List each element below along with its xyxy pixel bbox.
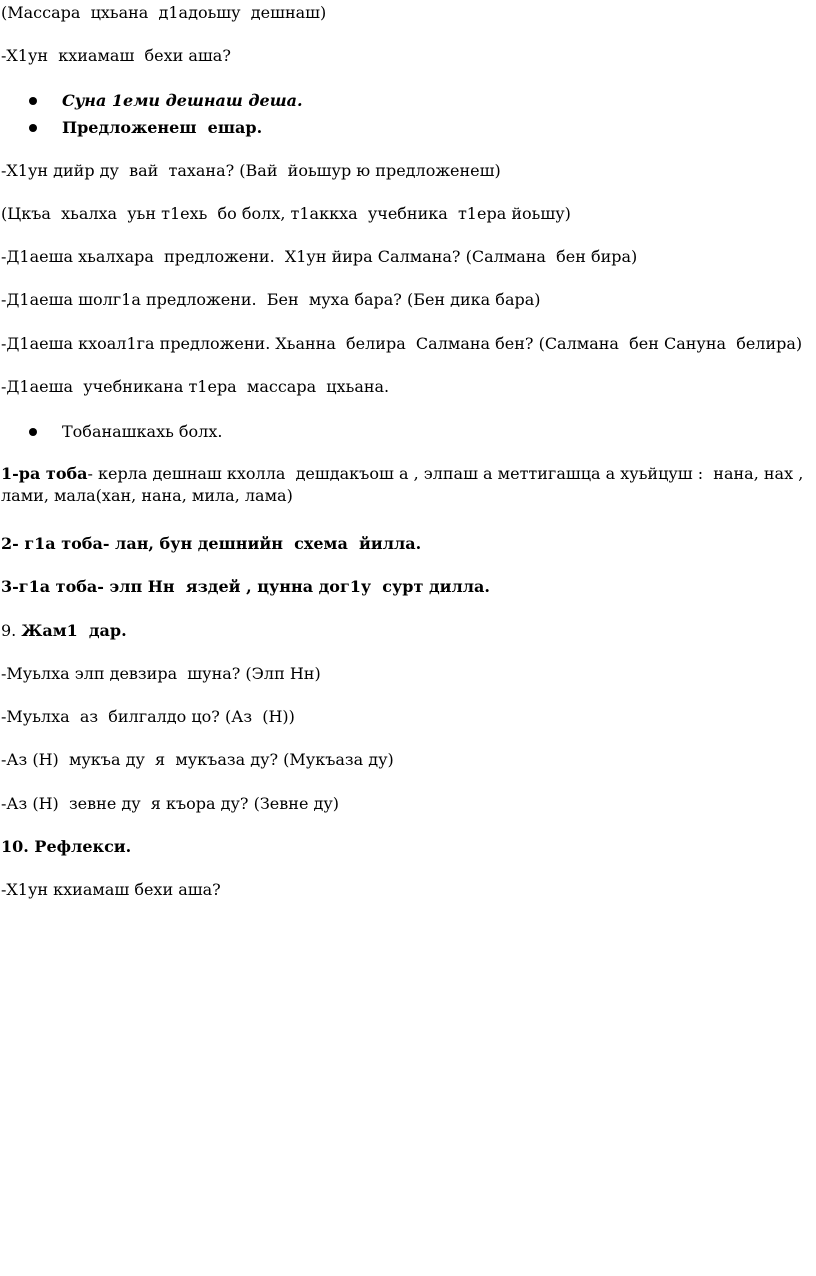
group-task: - керла дешнаш кхолла дешдакъош а , элпаш а меттигашца а хуьйцуш : нана, нах , лами, мала(хан, нана, мила, лама) bbox=[1, 464, 809, 505]
section-heading: 10. Рефлекси. bbox=[1, 837, 132, 856]
text-line: -Д1аеша шолг1а предложени. Бен муха бара? (Бен дика бара) bbox=[1, 290, 541, 309]
text-line: 2- г1а тоба- лан, бун дешнийн схема йилла. bbox=[1, 534, 422, 553]
text-paragraph bbox=[1, 463, 813, 507]
section-number: 9. bbox=[1, 621, 22, 640]
text-line: -Д1аеша учебникана т1ера массара цхьана. bbox=[1, 377, 390, 396]
section-title: Жам1 дар. bbox=[21, 621, 127, 640]
group-label: 1-ра тоба bbox=[1, 464, 88, 483]
text-line: -Д1аеша хьалхара предложени. Х1ун йира Салмана? (Салмана бен бира) bbox=[1, 247, 638, 266]
bullet-dot-icon bbox=[29, 124, 37, 132]
text-line: -Аз (Н) зевне ду я къора ду? (Зевне ду) bbox=[1, 794, 340, 813]
text-line: -Д1аеша кхоал1га предложени. Хьанна белира Салмана бен? (Салмана бен Сануна белира) bbox=[1, 334, 803, 353]
text-line: (Массара цхьана д1адоьшу дешнаш) bbox=[1, 3, 327, 22]
text-line: -Аз (Н) мукъа ду я мукъаза ду? (Мукъаза ду) bbox=[1, 750, 394, 769]
bullet-text: Суна 1еми дешнаш деша. bbox=[62, 91, 303, 110]
text-line: -Муьлха элп девзира шуна? (Элп Нн) bbox=[1, 664, 321, 683]
bullet-text: Тобанашкахь болх. bbox=[62, 422, 223, 441]
text-line: (Цкъа хьалха уьн т1ехь бо болх, т1аккха учебника т1ера йоьшу) bbox=[1, 204, 571, 223]
text-line: -Х1ун кхиамаш бехи аша? bbox=[1, 46, 231, 65]
bullet-dot-icon bbox=[29, 428, 37, 436]
bullet-text: Предложенеш ешар. bbox=[62, 118, 263, 137]
section-heading bbox=[1, 620, 127, 642]
bullet-dot-icon bbox=[29, 97, 37, 105]
text-line: 3-г1а тоба- элп Нн яздей , цунна дог1у сурт дилла. bbox=[1, 577, 490, 596]
text-line: -Х1ун дийр ду вай тахана? (Вай йоьшур ю предложенеш) bbox=[1, 161, 501, 180]
text-line: -Муьлха аз билгалдо цо? (Аз (Н)) bbox=[1, 707, 295, 726]
text-line: -Х1ун кхиамаш бехи аша? bbox=[1, 880, 221, 899]
